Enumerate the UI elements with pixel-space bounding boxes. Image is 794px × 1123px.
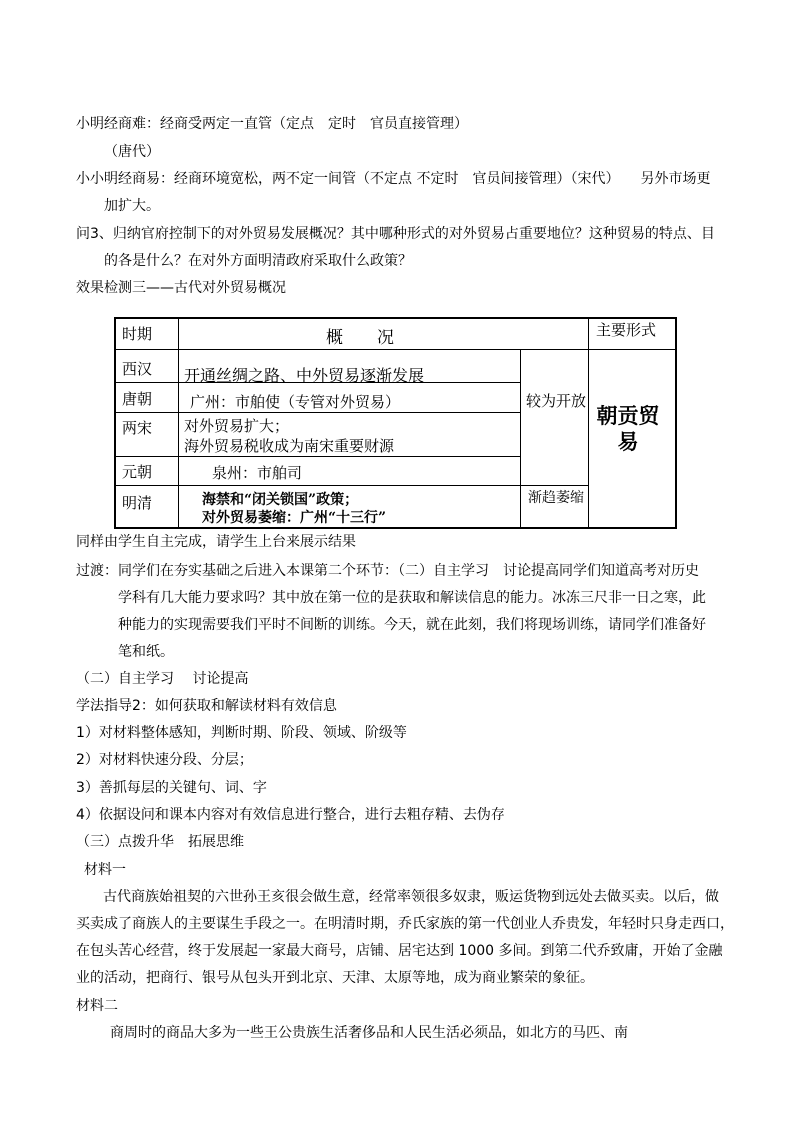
material-title: 材料一	[84, 862, 126, 878]
row-period: 唐朝	[122, 390, 153, 408]
shrink-label: 渐趋萎缩	[528, 490, 584, 506]
text-line: （唐代）	[104, 144, 160, 160]
form-value: 朝贡贸易	[596, 403, 660, 454]
header-overview: 概 况	[326, 328, 394, 348]
row-period: 明清	[122, 494, 153, 512]
text-line: 学科有几大能力要求吗？其中放在第一位的是获取和解读信息的能力。冰冻三尺非一日之寒，此	[118, 590, 706, 606]
list-item: 3）善抓每层的关键句、词、字	[76, 780, 267, 796]
list-item: 1）对材料整体感知，判断时期、阶段、领域、阶级等	[76, 725, 407, 741]
row-overview: 海禁和“闭关锁国”政策；	[202, 492, 359, 508]
row-overview: 对外贸易萎缩：广州“十三行”	[202, 510, 387, 526]
text-line: 小明经商难：经商受两定一直管（定点 定时 官员直接管理）	[76, 116, 468, 132]
text-line: 买卖成了商族人的主要谋生手段之一。在明清时期，乔氏家族的第一代创业人乔贵发，年轻时只身走西口，	[76, 916, 734, 932]
header-period: 时期	[122, 325, 153, 343]
open-label: 较为开放	[526, 392, 587, 410]
row-period: 西汉	[122, 360, 153, 378]
material-title: 材料二	[76, 998, 118, 1014]
question-line: 问3、归纳官府控制下的对外贸易发展概况？其中哪种形式的对外贸易占重要地位？这种贸易的特点、目	[76, 226, 715, 242]
text-line: 学法指导2：如何获取和解读材料有效信息	[76, 698, 337, 714]
text-line: 古代商族始祖契的六世孙王亥很会做生意，经常率领很多奴隶，贩运货物到远处去做买卖。以后，做	[103, 889, 719, 905]
row-overview: 海外贸易税收成为南宋重要财源	[184, 437, 395, 455]
row-overview: 对外贸易扩大；	[184, 417, 290, 435]
list-item: 2）对材料快速分段、分层；	[76, 752, 253, 768]
text-line: 加扩大。	[104, 198, 160, 214]
row-period: 两宋	[122, 419, 153, 437]
trade-table	[114, 317, 677, 529]
text-line: 笔和纸。	[118, 644, 174, 660]
row-period: 元朝	[122, 463, 153, 481]
text-line: 过渡：同学们在夯实基础之后进入本课第二个环节：（二）自主学习 讨论提高同学们知道高考对历史	[76, 563, 699, 579]
text-line: 小小明经商易：经商环境宽松，两不定一间管（不定点 不定时 官员间接管理）（宋代） 另外市场更	[76, 171, 711, 187]
question-line: 的各是什么？在对外方面明清政府采取什么政策？	[104, 253, 412, 269]
list-item: 4）依据设问和课本内容对有效信息进行整合，进行去粗存精、去伪存	[76, 807, 505, 823]
text-line: 同样由学生自主完成，请学生上台来展示结果	[76, 534, 356, 550]
header-form: 主要形式	[596, 321, 657, 339]
section-heading: （三）点拨升华 拓展思维	[76, 834, 244, 850]
text-line: 业的活动，把商行、银号从包头开到北京、天津、太原等地，成为商业繁荣的象征。	[76, 970, 594, 986]
row-overview: 开通丝绸之路、中外贸易逐渐发展	[184, 366, 425, 385]
section-heading: （二）自主学习 讨论提高	[76, 671, 249, 687]
row-overview: 泉州：市舶司	[212, 464, 303, 482]
text-line: 在包头苦心经营，终于发展起一家最大商号，店铺、居宅达到 1000 多间。到第二代乔致庸，开始了金融	[76, 943, 723, 959]
text-line: 商周时的商品大多为一些王公贵族生活奢侈品和人民生活必须品，如北方的马匹、南	[110, 1025, 628, 1041]
section-heading: 效果检测三——古代对外贸易概况	[76, 280, 286, 296]
row-overview: 广州：市舶使（专管对外贸易）	[190, 393, 401, 411]
text-line: 种能力的实现需要我们平时不间断的训练。今天，就在此刻，我们将现场训练，请同学们准备好	[118, 617, 706, 633]
